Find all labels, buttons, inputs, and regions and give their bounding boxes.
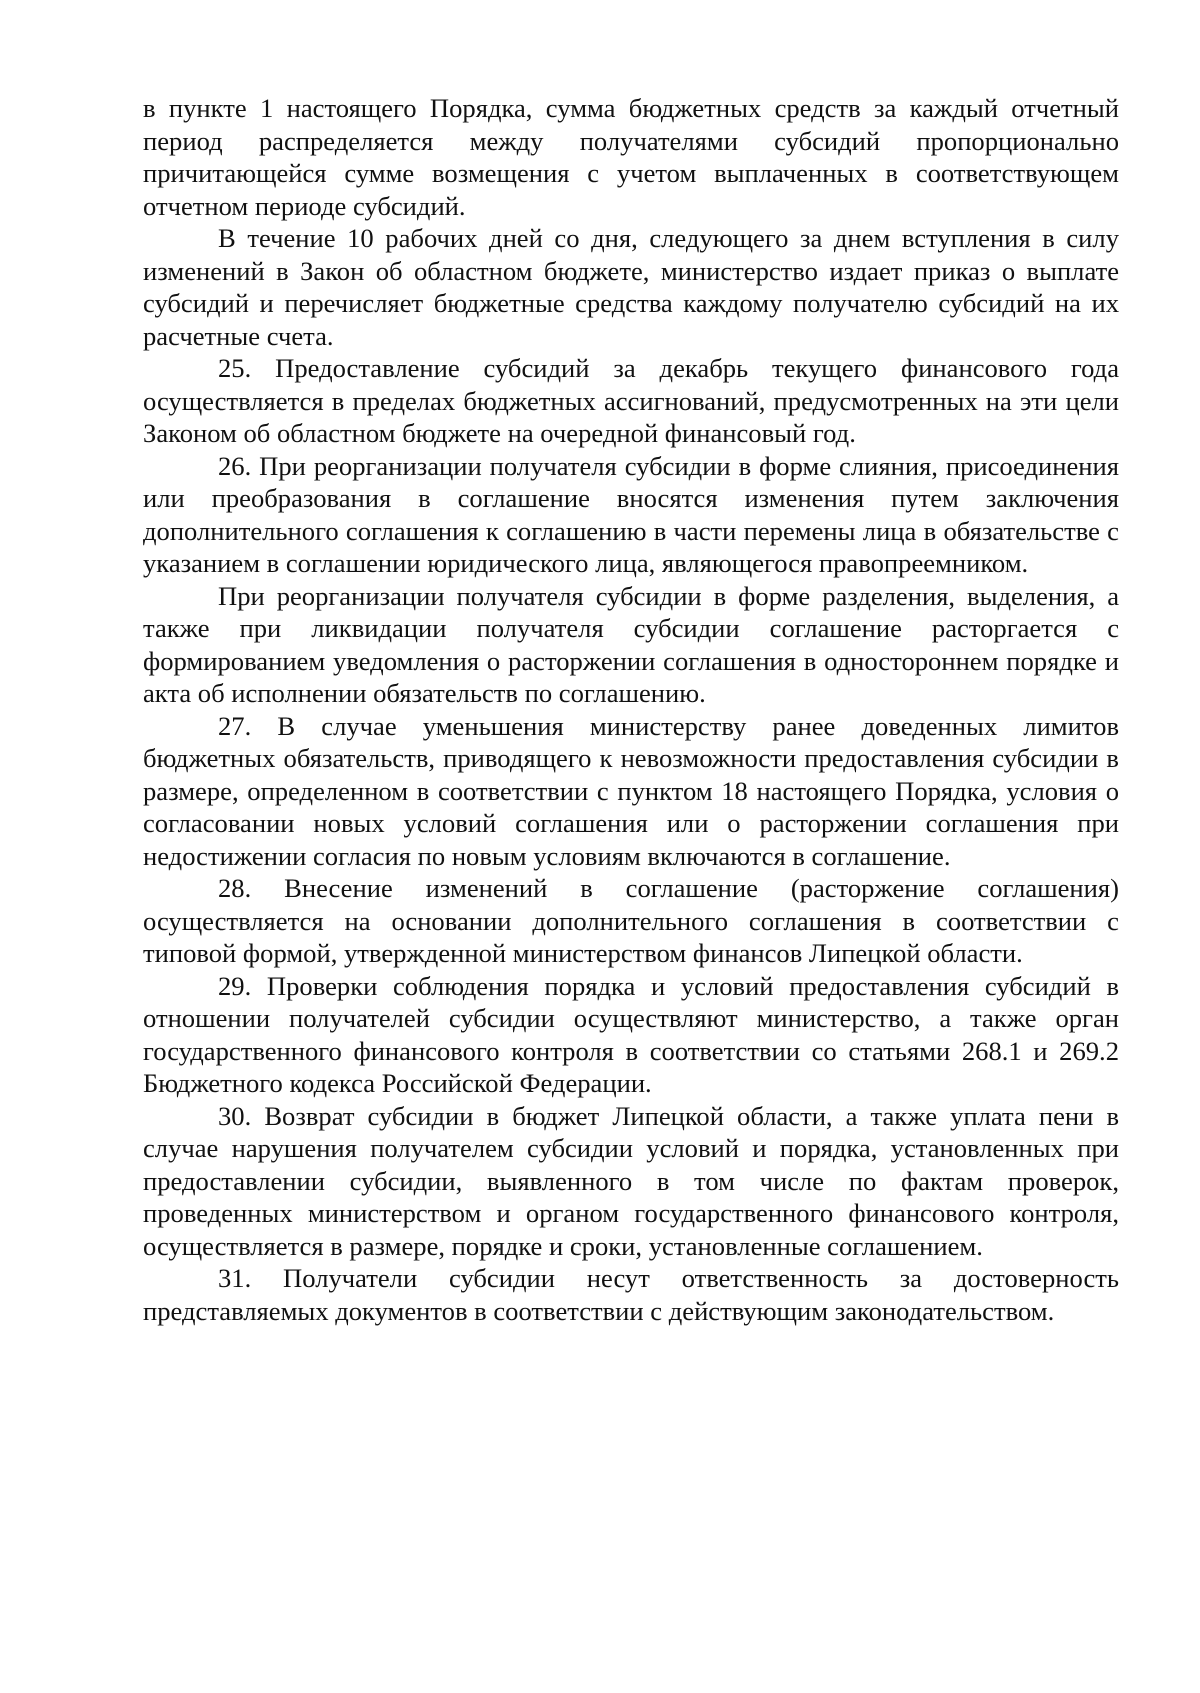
paragraph-item-31: 31. Получатели субсидии несут ответственность за достоверность представляемых документов в соответствии с действующим законодательством. bbox=[143, 1263, 1119, 1326]
paragraph-item-30: 30. Возврат субсидии в бюджет Липецкой области, а также уплата пени в случае нарушения получателем субсидии условий и порядка, установленных при предоставлении субсидии, выявленного в том числе по фактам проверок, проведенных министерством и органом государственного финансового контроля, осуществляется в размере, порядке и сроки, установленные соглашением. bbox=[143, 1100, 1119, 1261]
paragraph-item-25: 25. Предоставление субсидий за декабрь текущего финансового года осуществляется в пределах бюджетных ассигнований, предусмотренных на эти цели Законом об областном бюджете на очередной финансовый год. bbox=[143, 353, 1119, 448]
paragraph-item-26-reorganization: При реорганизации получателя субсидии в форме разделения, выделения, а также при ликвидации получателя субсидии соглашение расторгается с формированием уведомления о расторжении соглашения в одностороннем порядке и акта об исполнении обязательств по соглашению. bbox=[143, 580, 1119, 708]
paragraph-item-29: 29. Проверки соблюдения порядка и условий предоставления субсидий в отношении получателей субсидии осуществляют министерство, а также орган государственного финансового контроля в соответствии со статьями 268.1 и 269.2 Бюджетного кодекса Российской Федерации. bbox=[143, 970, 1119, 1098]
paragraph-item-28: 28. Внесение изменений в соглашение (расторжение соглашения) осуществляется на основании дополнительного соглашения в соответствии с типовой формой, утвержденной министерством финансов Липецкой области. bbox=[143, 873, 1119, 968]
paragraph-continuation: в пункте 1 настоящего Порядка, сумма бюджетных средств за каждый отчетный период распределяется между получателями субсидий пропорционально причитающейся сумме возмещения с учетом выплаченных в соответствующем отчетном периоде субсидий. bbox=[143, 93, 1119, 221]
paragraph-item-26: 26. При реорганизации получателя субсидии в форме слияния, присоединения или преобразования в соглашение вносятся изменения путем заключения дополнительного соглашения к соглашению в части перемены лица в обязательстве с указанием в соглашении юридического лица, являющегося правопреемником. bbox=[143, 450, 1119, 578]
document-body bbox=[143, 92, 1119, 1327]
paragraph-item-27: 27. В случае уменьшения министерству ранее доведенных лимитов бюджетных обязательств, приводящего к невозможности предоставления субсидии в размере, определенном в соответствии с пунктом 18 настоящего Порядка, условия о согласовании новых условий соглашения или о расторжении соглашения при недостижении согласия по новым условиям включаются в соглашение. bbox=[143, 710, 1119, 871]
paragraph-payment-term: В течение 10 рабочих дней со дня, следующего за днем вступления в силу изменений в Закон об областном бюджете, министерство издает приказ о выплате субсидий и перечисляет бюджетные средства каждому получателю субсидий на их расчетные счета. bbox=[143, 223, 1119, 351]
